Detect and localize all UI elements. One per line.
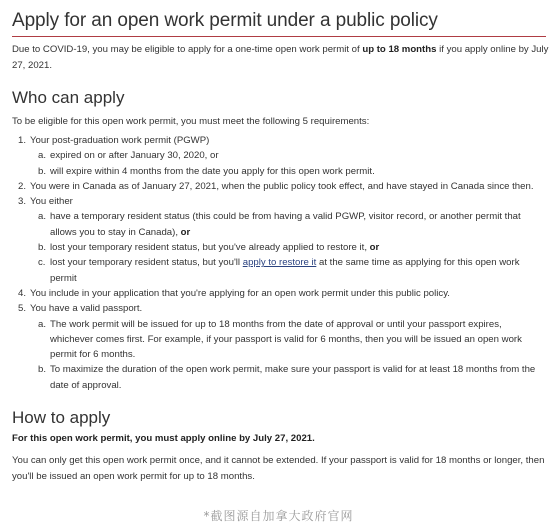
sub-requirement-text: at the same time as applying for this open work permit (50, 257, 520, 284)
requirements-list (18, 133, 544, 393)
who-can-apply-heading: Who can apply (12, 88, 125, 107)
requirement-number: 5. (18, 303, 27, 315)
requirement-item (18, 133, 544, 179)
sub-requirement-item (38, 209, 544, 240)
requirement-text: Your post-graduation work permit (PGWP) (30, 135, 210, 146)
sub-requirement-text: lost your temporary resident status, but you'll (50, 257, 243, 269)
title-rule (12, 36, 546, 37)
sub-requirement-item (38, 164, 544, 179)
intro-text-after: if you apply online by July 27, 2021. (12, 44, 549, 71)
requirement-number: 4. (18, 287, 27, 299)
requirement-text: You were in Canada as of January 27, 2021, when the public policy took effect, and have stayed in Canada since then. (30, 180, 534, 192)
sub-requirement-item (38, 240, 544, 255)
requirement-item (18, 301, 544, 393)
requirement-number: 2. (18, 180, 27, 192)
sub-requirement-item (38, 362, 544, 393)
requirement-number: 1. (18, 135, 27, 146)
intro-bold: up to 18 months (362, 44, 437, 55)
sub-requirements-list (30, 148, 544, 179)
sub-requirement-letter: a. (38, 211, 47, 223)
apply-to-restore-link[interactable]: apply to restore it (242, 257, 317, 269)
sub-requirement-or: or (177, 226, 191, 238)
sub-requirement-letter: b. (38, 242, 47, 254)
page-title: Apply for an open work permit under a public policy (12, 10, 438, 31)
requirements-intro: To be eligible for this open work permit, you must meet the following 5 requirements: (12, 116, 370, 127)
requirement-text: You either (30, 196, 73, 208)
requirement-text: You have a valid passport. (30, 303, 143, 315)
sub-requirement-text: expired on or after January 30, 2020, or (50, 150, 219, 162)
sub-requirement-letter: b. (38, 165, 47, 177)
intro-text-before: Due to COVID-19, you may be eligible to apply for a one-time open work permit of (12, 44, 363, 55)
requirement-text: You include in your application that you're applying for an open work permit under this public policy. (30, 287, 450, 299)
sub-requirement-letter: a. (38, 150, 47, 162)
sub-requirement-item (38, 148, 544, 163)
sub-requirement-text: have a temporary resident status (this could be from having a valid PGWP, visitor record, or another permit that allows you to stay in Canada), (50, 211, 521, 238)
sub-requirement-letter: b. (38, 364, 47, 376)
requirement-item (18, 194, 544, 286)
source-caption: *截图源自加拿大政府官网 (203, 509, 354, 523)
intro-paragraph (12, 42, 550, 73)
sub-requirement-item (38, 317, 544, 363)
sub-requirement-text: will expire within 4 months from the date you apply for this open work permit. (50, 165, 375, 177)
sub-requirement-text: The work permit will be issued for up to 18 months from the date of approval or until your passport expires, whichever comes first. For example, if your passport is valid for 6 months, then you will be issued an open work permit for 6 months. (50, 318, 522, 361)
sub-requirements-list (30, 317, 544, 393)
sub-requirement-letter: a. (38, 318, 47, 330)
sub-requirement-letter: c. (38, 257, 46, 269)
sub-requirements-list (30, 209, 544, 285)
how-to-apply-heading: How to apply (12, 408, 111, 427)
sub-requirement-item (38, 255, 544, 286)
how-to-apply-paragraph: You can only get this open work permit once, and it cannot be extended. If your passport is valid for 18 months or longer, then you'll be issued an open work permit for up to 18 months. (12, 455, 545, 482)
sub-requirement-or: or (367, 242, 380, 254)
requirement-item (18, 286, 544, 301)
how-to-apply-deadline: For this open work permit, you must apply online by July 27, 2021. (12, 433, 315, 444)
requirement-item (18, 179, 544, 194)
requirement-number: 3. (18, 196, 27, 208)
sub-requirement-text: To maximize the duration of the open work permit, make sure your passport is valid for at least 18 months from the date of approval. (50, 364, 536, 391)
sub-requirement-text: lost your temporary resident status, but you've already applied to restore it, (50, 242, 367, 254)
